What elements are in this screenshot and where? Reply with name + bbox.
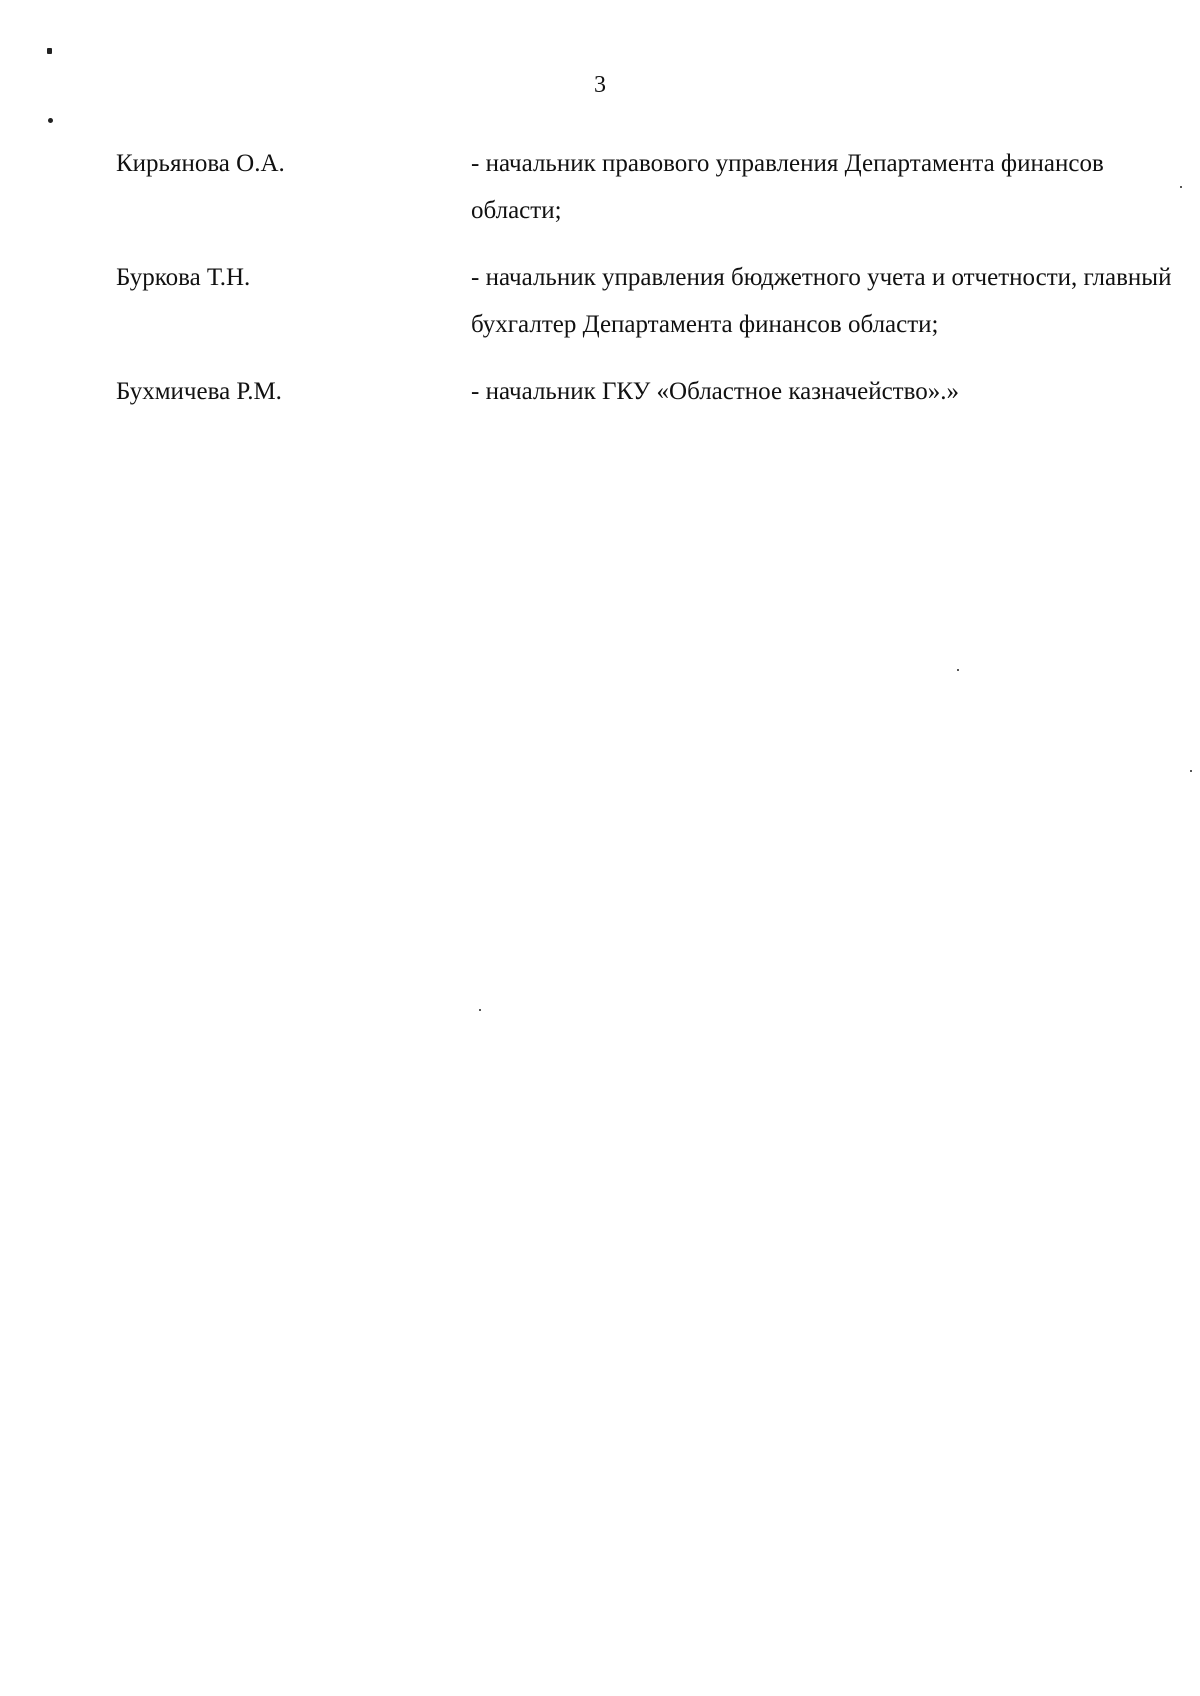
scan-speck bbox=[47, 48, 52, 54]
page-number: 3 bbox=[594, 72, 606, 98]
member-row bbox=[116, 254, 1176, 348]
scan-speck bbox=[1190, 770, 1192, 772]
members-list bbox=[116, 140, 1176, 435]
member-role: - начальник правового управления Департамента финансов области; bbox=[471, 150, 1104, 224]
scan-speck bbox=[1180, 186, 1182, 188]
member-name: Бухмичева Р.М. bbox=[116, 378, 282, 405]
scan-speck bbox=[957, 669, 959, 671]
member-name: Кирьянова О.А. bbox=[116, 150, 285, 177]
scan-speck bbox=[479, 1009, 481, 1011]
member-row bbox=[116, 368, 1176, 415]
scan-speck bbox=[48, 118, 53, 123]
member-role: - начальник ГКУ «Областное казначейство».» bbox=[471, 378, 959, 405]
member-name: Буркова Т.Н. bbox=[116, 264, 251, 291]
member-role: - начальник управления бюджетного учета и отчетности, главный бухгалтер Департамента финансов области; bbox=[471, 264, 1172, 338]
member-row bbox=[116, 140, 1176, 234]
